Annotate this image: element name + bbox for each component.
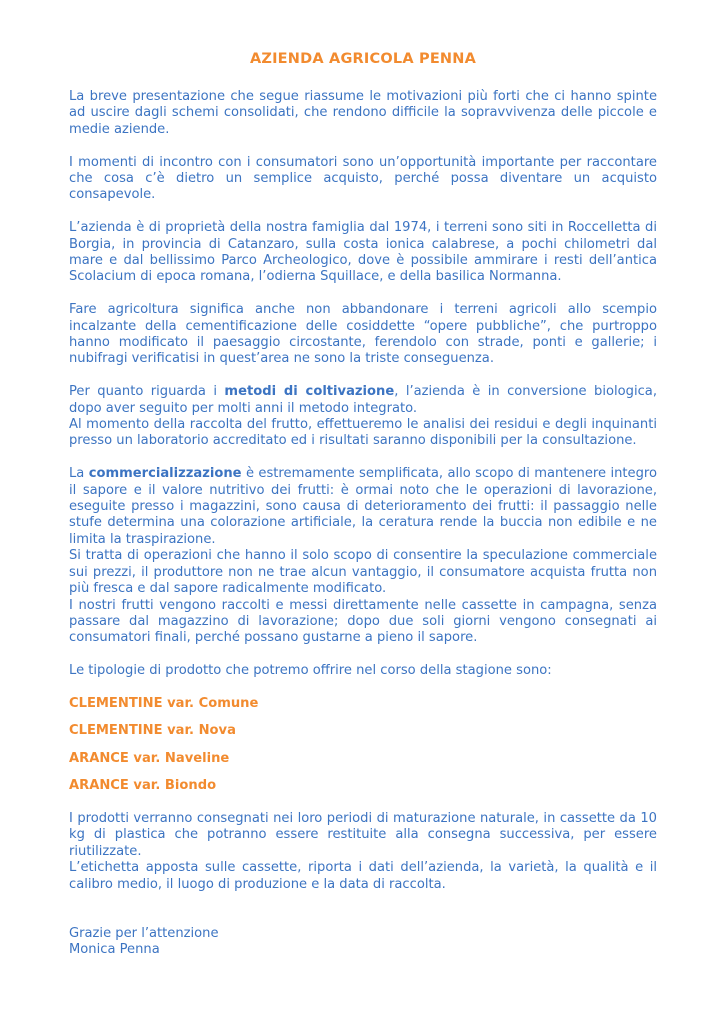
document-page: [69, 50, 657, 959]
commercialization-post: è estremamente semplificata, allo scopo di mantenere integro il sapore e il valore nutritivo dei frutti: è ormai noto che le operazioni di lavorazione, eseguite presso i magazzini, sono causa di deterioramento dei frutti: il passaggio nelle stufe determina una colorazione artificiale, la ceratura rende la buccia non edibile e ne limita la traspirazione.: [69, 466, 657, 547]
commercialization-pre: La: [69, 466, 89, 482]
paragraph-analysis: Al momento della raccolta del frutto, effettueremo le analisi dei residui e degli inquinanti presso un laboratorio accreditato ed i risultati saranno disponibili per la consultazione.: [69, 417, 657, 449]
paragraph-label: L’etichetta apposta sulle cassette, riporta i dati dell’azienda, la varietà, la qualità e il calibro medio, il luogo di produzione e la data di raccolta.: [69, 860, 657, 892]
paragraph-commercialization: [69, 466, 657, 548]
paragraph-consumers: I momenti di incontro con i consumatori sono un’opportunità importante per raccontare che cosa c’è dietro un semplice acquisto, perché possa diventare un acquisto consapevole.: [69, 154, 657, 203]
paragraph-harvest: I nostri frutti vengono raccolti e messi direttamente nelle cassette in campagna, senza passare dal magazzino di lavorazione; dopo due soli giorni vengono consegnati ai consumatori finali, perché possano gustarne a pieno il sapore.: [69, 597, 657, 646]
closing-signature: Monica Penna: [69, 942, 160, 958]
closing-thanks: Grazie per l’attenzione: [69, 925, 219, 941]
paragraph-company: L’azienda è di proprietà della nostra famiglia dal 1974, i terreni sono siti in Roccelletta di Borgia, in provincia di Catanzaro, sulla costa ionica calabrese, a pochi chilometri dal mare e dal bellissimo Parco Archeologico, dove è possibile ammirare i resti dell’antica Scolacium di epoca romana, l’odierna Squillace, e della basilica Normanna.: [69, 220, 657, 285]
product-item: ARANCE var. Biondo: [69, 778, 217, 794]
page-title: AZIENDA AGRICOLA PENNA: [249, 51, 477, 67]
methods-bold: metodi di coltivazione: [224, 384, 395, 400]
paragraph-methods: [69, 384, 657, 417]
product-item: ARANCE var. Naveline: [69, 750, 230, 766]
methods-post: , l’azienda è in conversione biologica, dopo aver seguito per molti anni il metodo integrato.: [69, 384, 657, 416]
product-item: CLEMENTINE var. Nova: [69, 723, 236, 739]
product-item: CLEMENTINE var. Comune: [69, 695, 259, 711]
paragraph-speculation: Si tratta di operazioni che hanno il solo scopo di consentire la speculazione commerciale sui prezzi, il produttore non ne trae alcun vantaggio, il consumatore acquista frutta non più fresca e dal sapore radicalmente modificato.: [69, 548, 657, 597]
paragraph-delivery: I prodotti verranno consegnati nei loro periodi di maturazione naturale, in cassette da 10 kg di plastica che potranno essere restituite alla consegna successiva, per essere riutilizzate.: [69, 810, 657, 859]
paragraph-product-types: Le tipologie di prodotto che potremo offrire nel corso della stagione sono:: [69, 663, 552, 679]
commercialization-bold: commercializzazione: [88, 466, 242, 482]
paragraph-agriculture: Fare agricoltura significa anche non abbandonare i terreni agricoli allo scempio incalzante della cementificazione delle cosiddette “opere pubbliche”, che purtroppo hanno modificato il paesaggio circostante, ferendolo con strade, ponti e gallerie; i nubifragi verificatisi in quest’area ne sono la triste conseguenza.: [69, 302, 657, 367]
paragraph-intro: La breve presentazione che segue riassume le motivazioni più forti che ci hanno spinte ad uscire dagli schemi consolidati, che rendono difficile la sopravvivenza delle piccole e medie aziende.: [69, 89, 657, 137]
methods-pre: Per quanto riguarda i: [69, 384, 225, 400]
